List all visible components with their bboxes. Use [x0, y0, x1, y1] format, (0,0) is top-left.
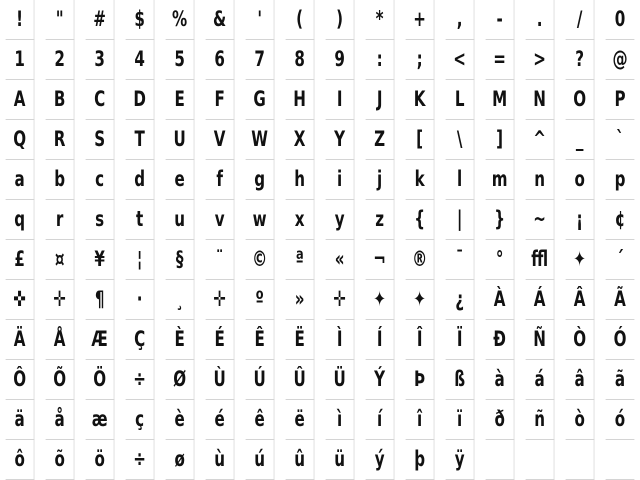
glyph-cell[interactable]: e — [166, 160, 195, 200]
glyph-cell[interactable]: ¨ — [206, 240, 235, 280]
glyph-cell[interactable]: À — [486, 280, 515, 320]
glyph-cell[interactable]: ´ — [606, 240, 635, 280]
glyph-cell[interactable]: á — [526, 360, 555, 400]
glyph-cell[interactable]: Ë — [286, 320, 315, 360]
glyph-cell[interactable]: ª — [286, 240, 315, 280]
glyph-cell[interactable]: Ï — [446, 320, 475, 360]
glyph-cell[interactable]: ã — [606, 360, 635, 400]
glyph-cell[interactable]: & — [206, 0, 235, 40]
glyph-cell[interactable]: å — [46, 400, 75, 440]
glyph-cell[interactable]: · — [126, 280, 155, 320]
glyph-cell[interactable]: w — [246, 200, 275, 240]
glyph-cell[interactable]: O — [566, 80, 595, 120]
glyph-cell[interactable]: É — [206, 320, 235, 360]
glyph-cell[interactable]: Ö — [86, 360, 115, 400]
glyph-cell[interactable]: , — [446, 0, 475, 40]
glyph-cell[interactable]: # — [86, 0, 115, 40]
glyph-cell[interactable]: Ü — [326, 360, 355, 400]
glyph-cell[interactable]: Ð — [486, 320, 515, 360]
glyph-cell[interactable]: Î — [406, 320, 435, 360]
glyph-cell[interactable]: T — [126, 120, 155, 160]
glyph-cell[interactable]: ì — [326, 400, 355, 440]
glyph-cell[interactable]: Ñ — [526, 320, 555, 360]
glyph-cell[interactable]: Å — [46, 320, 75, 360]
glyph-cell[interactable]: S — [86, 120, 115, 160]
glyph-cell[interactable]: ✛ — [326, 280, 355, 320]
glyph-cell[interactable]: t — [126, 200, 155, 240]
glyph-cell[interactable]: 1 — [6, 40, 35, 80]
glyph-cell[interactable]: ø — [166, 440, 195, 480]
glyph-cell[interactable]: û — [286, 440, 315, 480]
glyph-cell[interactable]: A — [6, 80, 35, 120]
glyph-cell[interactable]: Ø — [166, 360, 195, 400]
glyph-cell[interactable]: " — [46, 0, 75, 40]
glyph-cell[interactable]: n — [526, 160, 555, 200]
glyph-cell[interactable]: W — [246, 120, 275, 160]
glyph-cell[interactable]: B — [46, 80, 75, 120]
glyph-cell[interactable]: Ä — [6, 320, 35, 360]
glyph-cell[interactable]: ú — [246, 440, 275, 480]
glyph-cell[interactable]: d — [126, 160, 155, 200]
glyph-cell[interactable]: Ê — [246, 320, 275, 360]
glyph-cell-empty — [526, 440, 555, 480]
glyph-cell[interactable]: ~ — [526, 200, 555, 240]
glyph-cell[interactable]: x — [286, 200, 315, 240]
glyph-cell[interactable]: U — [166, 120, 195, 160]
glyph-cell[interactable]: è — [166, 400, 195, 440]
glyph-cell[interactable]: ° — [486, 240, 515, 280]
glyph-cell[interactable]: Â — [566, 280, 595, 320]
glyph-cell[interactable]: ÷ — [126, 440, 155, 480]
glyph-cell[interactable]: J — [366, 80, 395, 120]
glyph-cell[interactable]: þ — [406, 440, 435, 480]
glyph-cell[interactable]: H — [286, 80, 315, 120]
glyph-cell-empty — [486, 440, 515, 480]
glyph-cell[interactable]: * — [366, 0, 395, 40]
glyph-cell[interactable]: f — [206, 160, 235, 200]
glyph-cell[interactable]: ä — [6, 400, 35, 440]
glyph-cell[interactable]: = — [486, 40, 515, 80]
glyph-cell[interactable]: > — [526, 40, 555, 80]
glyph-cell[interactable]: D — [126, 80, 155, 120]
glyph-cell[interactable]: / — [566, 0, 595, 40]
glyph-cell[interactable]: m — [486, 160, 515, 200]
glyph-cell[interactable]: Q — [6, 120, 35, 160]
glyph-cell[interactable]: v — [206, 200, 235, 240]
glyph-cell[interactable]: o — [566, 160, 595, 200]
glyph-cell[interactable]: \ — [446, 120, 475, 160]
glyph-cell[interactable]: G — [246, 80, 275, 120]
glyph-cell[interactable]: L — [446, 80, 475, 120]
glyph-cell[interactable]: í — [366, 400, 395, 440]
glyph-cell[interactable]: » — [286, 280, 315, 320]
glyph-cell[interactable]: 2 — [46, 40, 75, 80]
glyph-cell[interactable]: ¯ — [446, 240, 475, 280]
glyph-cell[interactable]: a — [6, 160, 35, 200]
glyph-cell[interactable]: Û — [286, 360, 315, 400]
glyph-cell[interactable]: ð — [486, 400, 515, 440]
glyph-cell[interactable]: F — [206, 80, 235, 120]
glyph-cell[interactable]: ß — [446, 360, 475, 400]
glyph-cell[interactable]: ë — [286, 400, 315, 440]
glyph-cell[interactable]: Ã — [606, 280, 635, 320]
glyph-cell-empty — [566, 440, 595, 480]
glyph-cell[interactable]: é — [206, 400, 235, 440]
glyph-cell[interactable]: z — [366, 200, 395, 240]
glyph-cell[interactable]: Æ — [86, 320, 115, 360]
glyph-cell[interactable]: ' — [246, 0, 275, 40]
glyph-cell[interactable]: ¿ — [446, 280, 475, 320]
glyph-cell[interactable]: b — [46, 160, 75, 200]
glyph-cell[interactable]: % — [166, 0, 195, 40]
glyph-cell[interactable]: @ — [606, 40, 635, 80]
glyph-cell[interactable]: © — [246, 240, 275, 280]
glyph-cell[interactable]: ( — [286, 0, 315, 40]
glyph-cell[interactable]: Á — [526, 280, 555, 320]
glyph-cell[interactable]: ó — [606, 400, 635, 440]
glyph-cell[interactable]: ö — [86, 440, 115, 480]
glyph-cell[interactable]: ¬ — [366, 240, 395, 280]
glyph-cell[interactable]: Ó — [606, 320, 635, 360]
glyph-cell[interactable]: î — [406, 400, 435, 440]
glyph-cell[interactable]: p — [606, 160, 635, 200]
glyph-cell[interactable]: Ì — [326, 320, 355, 360]
glyph-cell[interactable]: k — [406, 160, 435, 200]
glyph-cell[interactable]: } — [486, 200, 515, 240]
glyph-cell[interactable]: ô — [6, 440, 35, 480]
glyph-cell[interactable]: õ — [46, 440, 75, 480]
glyph-cell[interactable]: ✛ — [206, 280, 235, 320]
glyph-cell[interactable]: ü — [326, 440, 355, 480]
glyph-cell[interactable]: ¡ — [566, 200, 595, 240]
glyph-cell[interactable]: £ — [6, 240, 35, 280]
glyph-cell[interactable]: $ — [126, 0, 155, 40]
glyph-cell[interactable]: Z — [366, 120, 395, 160]
glyph-cell[interactable]: ^ — [526, 120, 555, 160]
glyph-cell[interactable]: ] — [486, 120, 515, 160]
glyph-cell[interactable]: ï — [446, 400, 475, 440]
glyph-cell[interactable]: _ — [566, 120, 595, 160]
glyph-cell[interactable]: Ô — [6, 360, 35, 400]
glyph-cell[interactable]: ñ — [526, 400, 555, 440]
glyph-cell[interactable]: ﬄ — [526, 240, 555, 280]
glyph-cell[interactable]: ÿ — [446, 440, 475, 480]
glyph-cell[interactable]: È — [166, 320, 195, 360]
glyph-cell[interactable]: i — [326, 160, 355, 200]
glyph-cell[interactable]: Ú — [246, 360, 275, 400]
glyph-cell[interactable]: ç — [126, 400, 155, 440]
glyph-cell[interactable]: 0 — [606, 0, 635, 40]
glyph-cell[interactable]: Ù — [206, 360, 235, 400]
glyph-cell[interactable]: l — [446, 160, 475, 200]
glyph-cell[interactable]: ? — [566, 40, 595, 80]
glyph-cell[interactable]: ; — [406, 40, 435, 80]
glyph-cell[interactable]: E — [166, 80, 195, 120]
glyph-cell[interactable]: Ç — [126, 320, 155, 360]
glyph-cell[interactable]: X — [286, 120, 315, 160]
glyph-cell[interactable]: ✦ — [366, 280, 395, 320]
glyph-cell[interactable]: ` — [606, 120, 635, 160]
glyph-cell[interactable]: - — [486, 0, 515, 40]
glyph-cell[interactable]: q — [6, 200, 35, 240]
glyph-cell[interactable]: 4 — [126, 40, 155, 80]
glyph-cell[interactable]: ù — [206, 440, 235, 480]
glyph-cell[interactable]: Õ — [46, 360, 75, 400]
glyph-cell[interactable]: ò — [566, 400, 595, 440]
glyph-cell[interactable]: æ — [86, 400, 115, 440]
glyph-cell[interactable]: ) — [326, 0, 355, 40]
glyph-cell[interactable]: s — [86, 200, 115, 240]
glyph-cell[interactable]: Ý — [366, 360, 395, 400]
glyph-cell[interactable]: 3 — [86, 40, 115, 80]
glyph-cell[interactable]: ✦ — [566, 240, 595, 280]
glyph-cell[interactable]: Þ — [406, 360, 435, 400]
glyph-cell[interactable]: + — [406, 0, 435, 40]
glyph-cell[interactable]: y — [326, 200, 355, 240]
glyph-cell[interactable]: . — [526, 0, 555, 40]
glyph-cell[interactable]: V — [206, 120, 235, 160]
glyph-cell[interactable]: ¤ — [46, 240, 75, 280]
glyph-cell[interactable]: à — [486, 360, 515, 400]
glyph-cell[interactable]: ✛ — [46, 280, 75, 320]
glyph-cell[interactable]: P — [606, 80, 635, 120]
glyph-cell[interactable]: ! — [6, 0, 35, 40]
glyph-cell[interactable]: ÷ — [126, 360, 155, 400]
glyph-cell[interactable]: { — [406, 200, 435, 240]
glyph-cell[interactable]: 7 — [246, 40, 275, 80]
glyph-cell[interactable]: Ò — [566, 320, 595, 360]
glyph-cell[interactable]: c — [86, 160, 115, 200]
glyph-cell[interactable]: j — [366, 160, 395, 200]
glyph-cell[interactable]: < — [446, 40, 475, 80]
glyph-cell[interactable]: 5 — [166, 40, 195, 80]
glyph-cell[interactable]: 8 — [286, 40, 315, 80]
glyph-cell[interactable]: r — [46, 200, 75, 240]
glyph-cell[interactable]: R — [46, 120, 75, 160]
glyph-cell[interactable]: [ — [406, 120, 435, 160]
glyph-cell[interactable]: 6 — [206, 40, 235, 80]
glyph-cell[interactable]: h — [286, 160, 315, 200]
glyph-cell[interactable]: ¦ — [126, 240, 155, 280]
glyph-cell[interactable]: ¥ — [86, 240, 115, 280]
glyph-cell[interactable]: | — [446, 200, 475, 240]
glyph-cell[interactable]: C — [86, 80, 115, 120]
glyph-cell[interactable]: 9 — [326, 40, 355, 80]
glyph-cell[interactable]: I — [326, 80, 355, 120]
glyph-cell[interactable]: ® — [406, 240, 435, 280]
glyph-cell[interactable]: M — [486, 80, 515, 120]
glyph-cell[interactable]: ¶ — [86, 280, 115, 320]
glyph-cell[interactable]: ✜ — [6, 280, 35, 320]
glyph-cell[interactable]: N — [526, 80, 555, 120]
glyph-cell[interactable]: ¢ — [606, 200, 635, 240]
glyph-cell[interactable]: g — [246, 160, 275, 200]
glyph-cell[interactable]: § — [166, 240, 195, 280]
glyph-cell[interactable]: Í — [366, 320, 395, 360]
glyph-cell[interactable]: ý — [366, 440, 395, 480]
glyph-cell[interactable]: « — [326, 240, 355, 280]
glyph-cell[interactable]: Y — [326, 120, 355, 160]
glyph-cell[interactable]: ✦ — [406, 280, 435, 320]
glyph-cell[interactable]: u — [166, 200, 195, 240]
glyph-cell-empty — [606, 440, 635, 480]
glyph-cell[interactable]: ¸ — [166, 280, 195, 320]
glyph-cell[interactable]: º — [246, 280, 275, 320]
glyph-cell[interactable]: â — [566, 360, 595, 400]
glyph-cell[interactable]: ê — [246, 400, 275, 440]
glyph-cell[interactable]: K — [406, 80, 435, 120]
glyph-cell[interactable]: : — [366, 40, 395, 80]
